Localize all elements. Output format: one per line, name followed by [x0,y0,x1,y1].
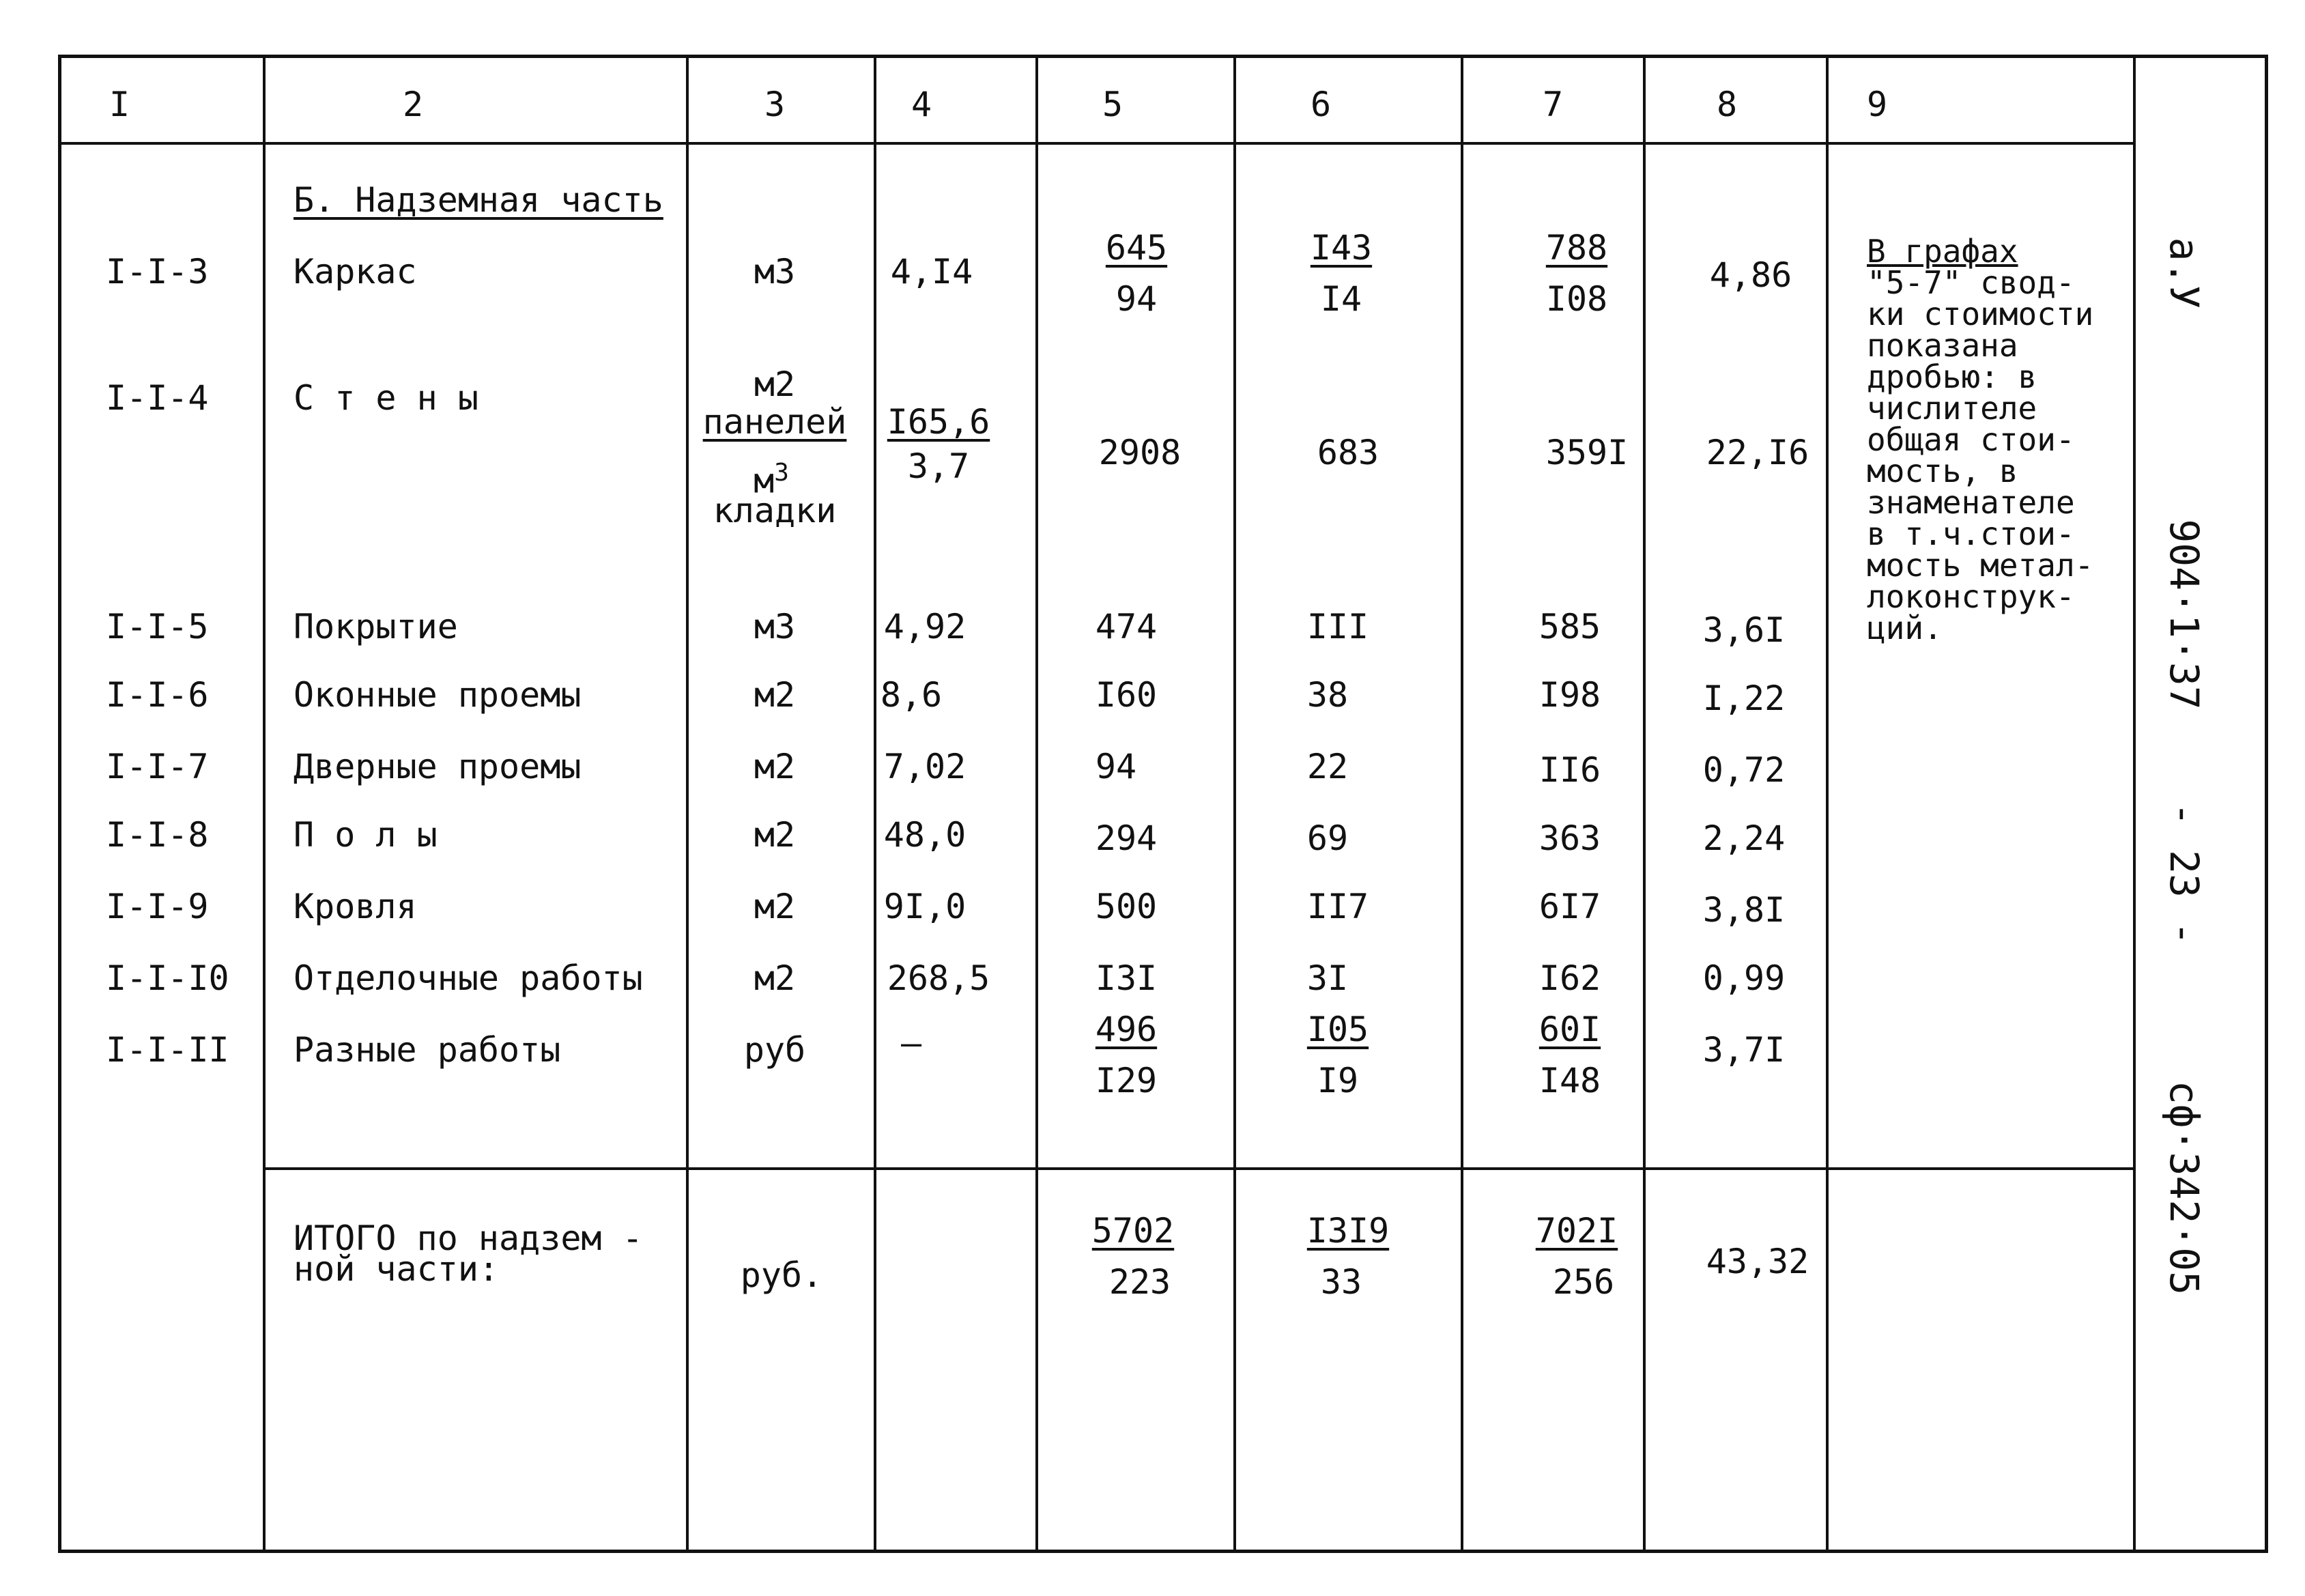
header-col-9: 9 [1867,85,1888,124]
row-code: I-I-6 [106,675,209,715]
row-cost-total: I60 [1095,675,1158,715]
row-code: I-I-4 [106,378,209,418]
row-unit: м2 [754,675,796,715]
note-line: "5-7" свод- [1867,264,2075,301]
note-line: знаменателе [1867,484,2075,521]
stamp-code: сф·342·05 [2161,1080,2207,1296]
row-cost-total: 2908 [1098,433,1182,472]
note-line: мость метал- [1867,547,2094,584]
row-cost: I62 [1538,958,1601,998]
row-qty: 7,02 [883,747,967,786]
note-line: ки стоимости [1867,296,2094,332]
unit-low-base: м [754,461,775,501]
row-share: 2,24 [1702,818,1786,858]
cost-numerator: I05 [1306,1010,1369,1049]
row-qty: 268,5 [887,958,990,998]
header-col-4: 4 [911,85,932,124]
unit-superscript: 3 [774,459,789,487]
total-cost-denominator: 256 [1552,1262,1615,1302]
row-unit: м2 [754,958,796,998]
total-cost-numerator: 702I [1535,1211,1618,1251]
row-cost-total: 500 [1095,887,1158,926]
row-unit: м3 [754,252,796,291]
row-share: I,22 [1702,679,1786,718]
row-qty: 4,92 [883,607,967,646]
header-col-2: 2 [402,85,424,124]
row-code: I-I-7 [106,747,209,786]
row-cost: I98 [1538,675,1601,715]
note-line: мость, в [1867,453,2018,489]
row-cost: 359I [1545,433,1629,472]
total-cost-total-denominator: 223 [1108,1262,1171,1302]
row-code: I-I-9 [106,887,209,926]
qty-denominator: 3,7 [907,446,970,486]
note-line: ций. [1867,610,1943,646]
row-qty: – [900,1023,922,1063]
row-share: 4,86 [1709,255,1792,295]
header-col-7: 7 [1542,85,1564,124]
unit-middle: панелей [702,402,847,442]
row-share: 3,6I [1702,610,1786,650]
col-divider [686,55,689,1553]
cost-denominator: I9 [1317,1061,1359,1100]
header-col-8: 8 [1716,85,1738,124]
row-unit: м2 [754,747,796,786]
row-name: П о л ы [294,815,438,855]
row-cost-total: 294 [1095,818,1158,858]
row-unit: м2 [754,815,796,855]
stamp-album: а.У [2161,237,2207,309]
col-divider [1035,55,1038,1553]
row-name: Оконные проемы [294,675,582,715]
row-cost: 683 [1317,433,1379,472]
row-name: Отделочные работы [294,958,643,998]
note-line: локонструк- [1867,578,2075,615]
header-col-3: 3 [764,85,786,124]
row-cost: 69 [1306,818,1349,858]
row-cost: 38 [1306,675,1349,715]
cost-numerator: I43 [1310,228,1373,268]
col-divider [263,55,266,1553]
row-qty: 48,0 [883,815,967,855]
total-cost-numerator: I3I9 [1306,1211,1390,1251]
row-cost: 22 [1306,747,1349,786]
total-label-line1: ИТОГО по надзем - [294,1219,643,1258]
cost-denominator: I08 [1545,279,1608,319]
estimate-sheet [58,55,2268,1553]
header-col-5: 5 [1102,85,1123,124]
row-share: 0,99 [1702,958,1786,998]
total-share: 43,32 [1706,1242,1809,1281]
cost-total-numerator: 496 [1095,1010,1158,1049]
total-cost-total-numerator: 5702 [1091,1211,1175,1251]
total-label-line2: ной части: [294,1249,500,1289]
note-line: В графах [1867,233,2018,270]
total-divider [263,1167,2133,1170]
cost-denominator: I48 [1538,1061,1601,1100]
row-cost: 6I7 [1538,887,1601,926]
col-divider [1826,55,1829,1553]
col-divider [1643,55,1646,1553]
row-cost-total: I3I [1095,958,1158,998]
col-divider [1233,55,1236,1553]
row-qty: 9I,0 [883,887,967,926]
row-unit: м3 [754,607,796,646]
row-share: 3,7I [1702,1030,1786,1070]
row-cost: 585 [1538,607,1601,646]
row-qty: 4,I4 [890,252,973,291]
total-unit: руб. [740,1255,823,1295]
row-cost-total: 94 [1095,747,1137,786]
row-unit: м2 [754,887,796,926]
header-col-1: I [109,85,130,124]
row-name: С т е н ы [294,378,478,418]
row-cost: III [1306,607,1369,646]
stamp-series: 904·1·37 [2161,519,2207,710]
row-code: I-I-5 [106,607,209,646]
row-name: Дверные проемы [294,747,582,786]
row-code: I-I-3 [106,252,209,291]
cost-total-denominator: 94 [1115,279,1158,319]
cost-numerator: 60I [1538,1010,1601,1049]
note-line: общая стои- [1867,421,2075,458]
unit-top: м2 [754,365,796,404]
row-share: 0,72 [1702,750,1786,790]
row-name: Разные работы [294,1030,561,1070]
note-line: числителе [1867,390,2037,427]
total-cost-denominator: 33 [1320,1262,1362,1302]
row-cost: II7 [1306,887,1369,926]
unit-bottom: кладки [713,491,837,530]
cost-total-denominator: I29 [1095,1061,1158,1100]
header-divider [58,142,2133,145]
row-cost: 363 [1538,818,1601,858]
row-name: Покрытие [294,607,458,646]
qty-numerator: I65,6 [887,402,990,442]
row-code: I-I-II [106,1030,229,1070]
note-line: показана [1867,327,2018,364]
row-code: I-I-8 [106,815,209,855]
col-divider [874,55,876,1553]
col-divider [1461,55,1463,1553]
cost-total-numerator: 645 [1105,228,1168,268]
row-cost: 3I [1306,958,1349,998]
row-share: 22,I6 [1706,433,1809,472]
row-name: Каркас [294,252,417,291]
cost-numerator: 788 [1545,228,1608,268]
section-title: Б. Надземная часть [294,180,663,220]
stamp-page: - 23 - [2161,802,2207,945]
column-9-note [1867,233,2140,646]
row-share: 3,8I [1702,890,1786,930]
row-name: Кровля [294,887,417,926]
row-unit: руб [743,1030,806,1070]
row-qty: 8,6 [880,675,943,715]
header-col-6: 6 [1310,85,1332,124]
note-line: в т.ч.стои- [1867,515,2075,552]
row-cost: II6 [1538,750,1601,790]
cost-denominator: I4 [1320,279,1362,319]
row-code: I-I-I0 [106,958,229,998]
row-cost-total: 474 [1095,607,1158,646]
note-line: дробью: в [1867,358,2037,395]
